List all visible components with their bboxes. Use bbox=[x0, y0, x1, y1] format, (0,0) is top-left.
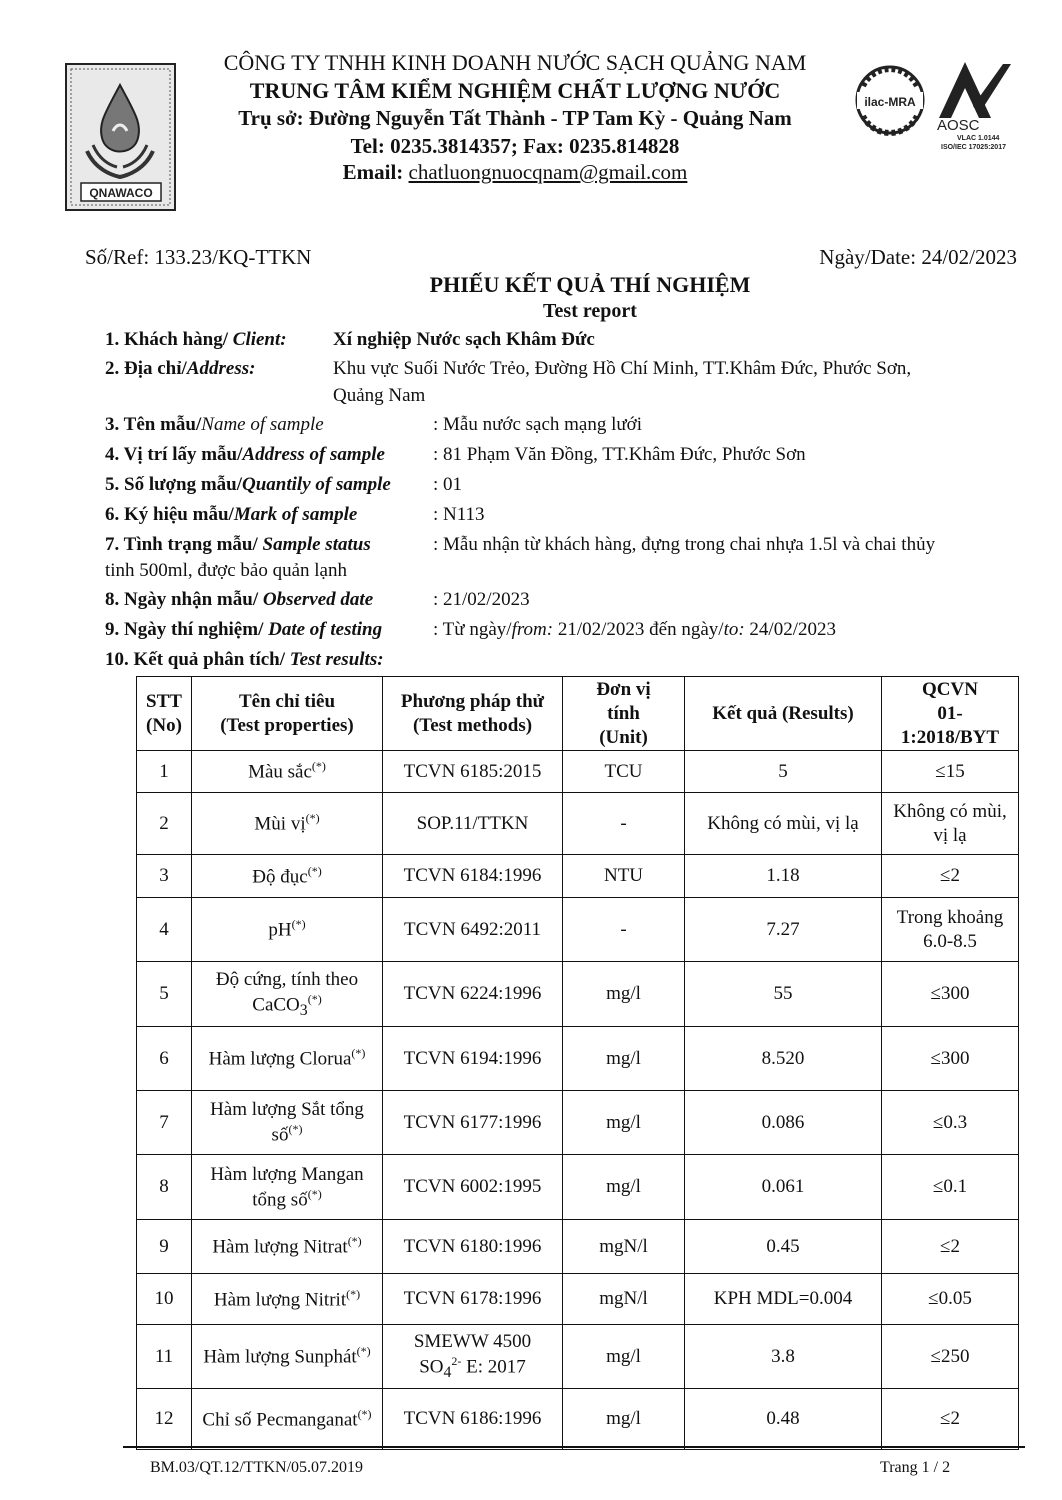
cell-result: 3.8 bbox=[685, 1325, 882, 1389]
cell-method: TCVN 6002:1995 bbox=[383, 1155, 563, 1220]
report-title: PHIẾU KẾT QUẢ THÍ NGHIỆM bbox=[429, 272, 751, 297]
svg-text:ISO/IEC 17025:2017: ISO/IEC 17025:2017 bbox=[941, 144, 1006, 151]
col-header-standard: QCVN 01- 1:2018/BYT bbox=[882, 677, 1019, 751]
table-header-row bbox=[137, 677, 1019, 751]
cell-result: 0.48 bbox=[685, 1389, 882, 1450]
company-logo bbox=[65, 63, 176, 211]
cell-limit: ≤250 bbox=[882, 1325, 1019, 1389]
reference-number: Số/Ref: 133.23/KQ-TTKN bbox=[85, 245, 312, 269]
testing-date-label: 9. Ngày thí nghiệm/ Date of testing bbox=[105, 619, 383, 640]
table-row bbox=[137, 1274, 1019, 1325]
sample-status-value-line2: tinh 500ml, được bảo quản lạnh bbox=[105, 560, 347, 581]
table-row bbox=[137, 793, 1019, 855]
col-header-results: Kết quả (Results) bbox=[685, 677, 882, 751]
address-label: 2. Địa chỉ/Address: bbox=[105, 358, 256, 379]
client-value: Xí nghiệp Nước sạch Khâm Đức bbox=[333, 329, 595, 350]
client-label: 1. Khách hàng/ Client: bbox=[105, 329, 287, 350]
table-row bbox=[137, 898, 1019, 962]
cell-limit: ≤0.3 bbox=[882, 1091, 1019, 1155]
results-table bbox=[136, 676, 1019, 1450]
report-subtitle: Test report bbox=[543, 300, 637, 322]
mark-value: : N113 bbox=[433, 504, 485, 525]
cell-result: 8.520 bbox=[685, 1027, 882, 1091]
cell-method: SOP.11/TTKN bbox=[383, 793, 563, 855]
cell-property: Hàm lượng Mangan tổng số(*) bbox=[192, 1155, 383, 1220]
cell-limit: ≤300 bbox=[882, 1027, 1019, 1091]
cell-unit: mg/l bbox=[563, 1027, 685, 1091]
cell-result: 7.27 bbox=[685, 898, 882, 962]
cell-method: TCVN 6224:1996 bbox=[383, 962, 563, 1027]
svg-text:AOSC: AOSC bbox=[937, 117, 980, 134]
col-header-unit: Đơn vị tính (Unit) bbox=[563, 677, 685, 751]
sample-name-value: : Mẫu nước sạch mạng lưới bbox=[433, 414, 643, 435]
col-header-properties: Tên chỉ tiêu (Test properties) bbox=[192, 677, 383, 751]
cell-limit: ≤2 bbox=[882, 855, 1019, 898]
cell-property: Hàm lượng Clorua(*) bbox=[192, 1027, 383, 1091]
cell-property: Chỉ số Pecmanganat(*) bbox=[192, 1389, 383, 1450]
cell-unit: mg/l bbox=[563, 1091, 685, 1155]
cell-result: 55 bbox=[685, 962, 882, 1027]
contact-phone: Tel: 0235.3814357; Fax: 0235.814828 bbox=[350, 134, 680, 158]
form-code: BM.03/QT.12/TTKN/05.07.2019 bbox=[150, 1459, 364, 1476]
cell-method: TCVN 6186:1996 bbox=[383, 1389, 563, 1450]
quantity-value: : 01 bbox=[433, 474, 463, 495]
cell-limit: ≤300 bbox=[882, 962, 1019, 1027]
cell-property: pH(*) bbox=[192, 898, 383, 962]
table-row bbox=[137, 855, 1019, 898]
table-row bbox=[137, 1389, 1019, 1450]
sample-name-label: 3. Tên mẫu/Name of sample bbox=[105, 414, 324, 435]
cell-unit: mgN/l bbox=[563, 1274, 685, 1325]
table-row bbox=[137, 1027, 1019, 1091]
accreditation-logos bbox=[853, 56, 1025, 151]
cell-result: 1.18 bbox=[685, 855, 882, 898]
cell-unit: mg/l bbox=[563, 1325, 685, 1389]
cell-method: SMEWW 4500 $SO_4^{2-}$ E: 2017 bbox=[383, 1325, 563, 1389]
sample-status-label: 7. Tình trạng mẫu/ Sample status bbox=[105, 534, 371, 555]
table-row bbox=[137, 1155, 1019, 1220]
col-header-no: STT (No) bbox=[137, 677, 192, 751]
cell-no: 5 bbox=[137, 962, 192, 1027]
email-link[interactable]: chatluongnuocqnam@gmail.com bbox=[408, 160, 688, 184]
cell-unit: mg/l bbox=[563, 1155, 685, 1220]
report-date: Ngày/Date: 24/02/2023 bbox=[819, 245, 1017, 269]
svg-text:QNAWACO: QNAWACO bbox=[89, 186, 153, 200]
mark-label: 6. Ký hiệu mẫu/Mark of sample bbox=[105, 504, 358, 525]
cell-no: 6 bbox=[137, 1027, 192, 1091]
cell-unit: - bbox=[563, 898, 685, 962]
cell-method: TCVN 6177:1996 bbox=[383, 1091, 563, 1155]
svg-text:ilac-MRA: ilac-MRA bbox=[864, 95, 916, 109]
cell-result: 0.086 bbox=[685, 1091, 882, 1155]
address-value: Khu vực Suối Nước Trẻo, Đường Hồ Chí Minh, TT.Khâm Đức, Phước Sơn, bbox=[333, 358, 912, 379]
cell-no: 10 bbox=[137, 1274, 192, 1325]
cell-unit: mg/l bbox=[563, 962, 685, 1027]
cell-unit: mg/l bbox=[563, 1389, 685, 1450]
company-name: CÔNG TY TNHH KINH DOANH NƯỚC SẠCH QUẢNG NAM bbox=[223, 50, 807, 75]
head-office-address: Trụ sở: Đường Nguyễn Tất Thành - TP Tam Kỳ - Quảng Nam bbox=[238, 106, 792, 130]
cell-no: 8 bbox=[137, 1155, 192, 1220]
cell-unit: - bbox=[563, 793, 685, 855]
cell-property: Màu sắc(*) bbox=[192, 751, 383, 793]
testing-date-value: : Từ ngày/from: 21/02/2023 đến ngày/to: 24/02/2023 bbox=[433, 619, 836, 640]
cell-method: TCVN 6184:1996 bbox=[383, 855, 563, 898]
address-value-line2: Quảng Nam bbox=[333, 385, 426, 406]
cell-result: 0.45 bbox=[685, 1220, 882, 1274]
table-row bbox=[137, 1091, 1019, 1155]
cell-no: 1 bbox=[137, 751, 192, 793]
observed-date-value: : 21/02/2023 bbox=[433, 589, 530, 610]
contact-email bbox=[185, 162, 845, 183]
cell-no: 3 bbox=[137, 855, 192, 898]
cell-no: 9 bbox=[137, 1220, 192, 1274]
cell-no: 2 bbox=[137, 793, 192, 855]
cell-property: Độ đục(*) bbox=[192, 855, 383, 898]
page-number: Trang 1 / 2 bbox=[880, 1459, 951, 1476]
cell-unit: NTU bbox=[563, 855, 685, 898]
cell-property: Độ cứng, tính theo CaCO$_3$(*) bbox=[192, 962, 383, 1027]
cell-property: Hàm lượng Nitrat(*) bbox=[192, 1220, 383, 1274]
cell-method: TCVN 6180:1996 bbox=[383, 1220, 563, 1274]
cell-result: KPH MDL=0.004 bbox=[685, 1274, 882, 1325]
table-row bbox=[137, 1220, 1019, 1274]
cell-unit: TCU bbox=[563, 751, 685, 793]
sample-address-value: : 81 Phạm Văn Đồng, TT.Khâm Đức, Phước Sơn bbox=[433, 444, 806, 465]
cell-property: Hàm lượng Sắt tổng số(*) bbox=[192, 1091, 383, 1155]
col-header-methods: Phương pháp thử (Test methods) bbox=[383, 677, 563, 751]
cell-method: TCVN 6185:2015 bbox=[383, 751, 563, 793]
cell-method: TCVN 6194:1996 bbox=[383, 1027, 563, 1091]
sample-address-label: 4. Vị trí lấy mẫu/Address of sample bbox=[105, 444, 385, 465]
center-name: TRUNG TÂM KIỂM NGHIỆM CHẤT LƯỢNG NƯỚC bbox=[249, 78, 781, 103]
cell-result: Không có mùi, vị lạ bbox=[685, 793, 882, 855]
cell-limit: Trong khoảng 6.0-8.5 bbox=[882, 898, 1019, 962]
cell-result: 5 bbox=[685, 751, 882, 793]
cell-limit: ≤15 bbox=[882, 751, 1019, 793]
cell-method: TCVN 6492:2011 bbox=[383, 898, 563, 962]
cell-property: Hàm lượng Nitrit(*) bbox=[192, 1274, 383, 1325]
cell-property: Hàm lượng Sunphát(*) bbox=[192, 1325, 383, 1389]
table-row bbox=[137, 751, 1019, 793]
sample-status-value: : Mẫu nhận từ khách hàng, đựng trong chai nhựa 1.5l và chai thủy bbox=[433, 534, 936, 555]
cell-limit: ≤0.05 bbox=[882, 1274, 1019, 1325]
cell-no: 4 bbox=[137, 898, 192, 962]
table-row bbox=[137, 1325, 1019, 1389]
cell-limit: ≤2 bbox=[882, 1220, 1019, 1274]
results-label: 10. Kết quả phân tích/ Test results: bbox=[105, 649, 384, 670]
cell-limit: ≤2 bbox=[882, 1389, 1019, 1450]
svg-text:VLAC 1.0144: VLAC 1.0144 bbox=[957, 135, 1000, 142]
email-label: Email: bbox=[342, 160, 404, 184]
observed-date-label: 8. Ngày nhận mẫu/ Observed date bbox=[105, 589, 374, 610]
cell-limit: ≤0.1 bbox=[882, 1155, 1019, 1220]
cell-property: Mùi vị(*) bbox=[192, 793, 383, 855]
cell-no: 11 bbox=[137, 1325, 192, 1389]
cell-limit: Không có mùi, vị lạ bbox=[882, 793, 1019, 855]
cell-no: 12 bbox=[137, 1389, 192, 1450]
cell-no: 7 bbox=[137, 1091, 192, 1155]
cell-unit: mgN/l bbox=[563, 1220, 685, 1274]
page-bottom-rule bbox=[123, 1446, 1025, 1448]
cell-method: TCVN 6178:1996 bbox=[383, 1274, 563, 1325]
cell-result: 0.061 bbox=[685, 1155, 882, 1220]
table-row bbox=[137, 962, 1019, 1027]
quantity-label: 5. Số lượng mẫu/Quantily of sample bbox=[105, 474, 391, 495]
